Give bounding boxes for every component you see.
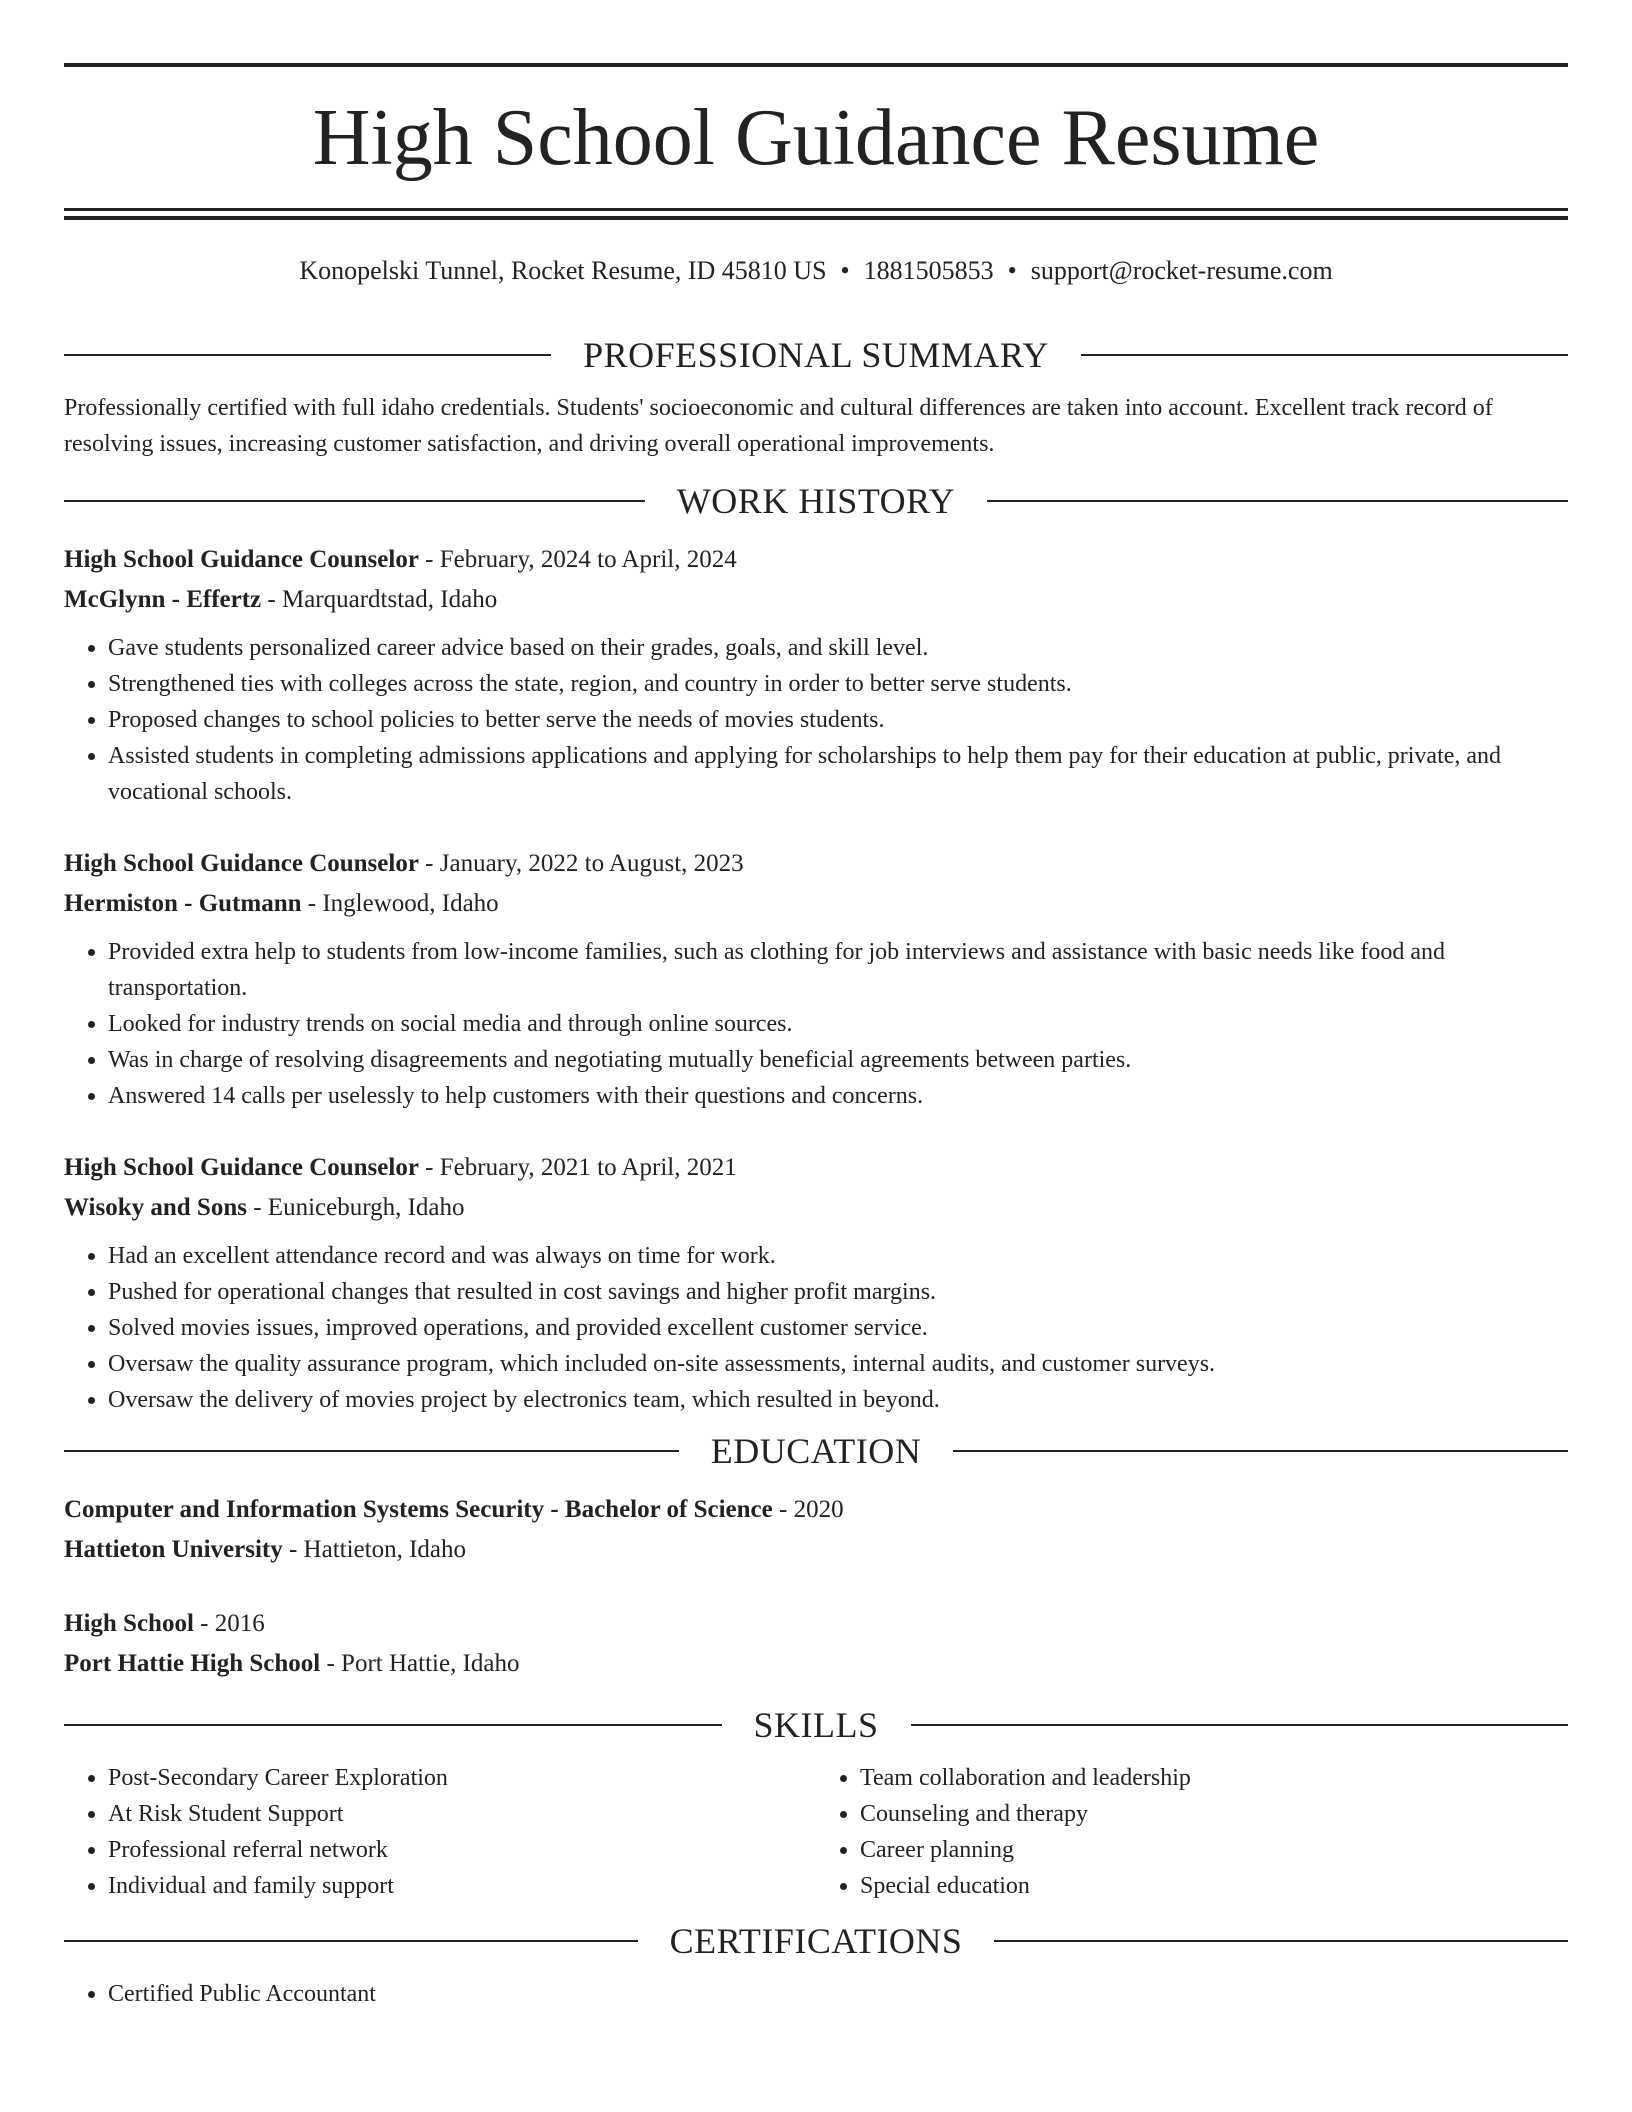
job-bullets — [64, 1238, 1568, 1418]
heading-rule — [953, 1450, 1568, 1452]
contact-address: Konopelski Tunnel, Rocket Resume, ID 45810 US — [299, 256, 827, 285]
job-role: High School Guidance Counselor — [64, 546, 419, 573]
list-item: • Answered 14 calls per uselessly to help customers with their questions and concerns. — [108, 1078, 1568, 1114]
section-heading-summary — [64, 330, 1568, 380]
school-name: Port Hattie High School — [64, 1650, 321, 1677]
job-title-line — [64, 540, 1568, 580]
skills-list — [64, 1760, 1568, 1904]
resume-title: High School Guidance Resume — [312, 94, 1320, 182]
skill-item: • Individual and family support — [108, 1868, 816, 1904]
degree: High School — [64, 1610, 194, 1637]
heading-rule — [64, 500, 645, 502]
top-rule — [64, 63, 1568, 67]
list-item: • Proposed changes to school policies to better serve the needs of movies students. — [108, 702, 1568, 738]
heading-rule — [987, 500, 1568, 502]
skill-item: • Professional referral network — [108, 1832, 816, 1868]
list-item: • Solved movies issues, improved operations, and provided excellent customer service. — [108, 1310, 1568, 1346]
summary-text: Professionally certified with full idaho credentials. Students' socioeconomic and cultural differences are taken into account. Excellent track record of resolving issues, increasing customer satisfaction, and driving overall operational improvements. — [64, 395, 1493, 457]
list-item: • Gave students personalized career advice based on their grades, goals, and skill level. — [108, 630, 1568, 666]
job-role: High School Guidance Counselor — [64, 850, 419, 877]
work-entry — [64, 540, 1568, 810]
list-item: • Looked for industry trends on social media and through online sources. — [108, 1006, 1568, 1042]
job-company-line — [64, 1188, 1568, 1228]
school-location: - Hattieton, Idaho — [282, 1536, 466, 1563]
skill-item: • Special education — [860, 1868, 1568, 1904]
work-entry — [64, 1148, 1568, 1418]
job-location: - Euniceburgh, Idaho — [246, 1194, 465, 1221]
job-dates: - February, 2021 to April, 2021 — [418, 1154, 737, 1181]
section-heading-skills — [64, 1700, 1568, 1750]
job-location: - Inglewood, Idaho — [301, 890, 499, 917]
job-company: Hermiston - Gutmann — [64, 890, 302, 917]
list-item: • Strengthened ties with colleges across the state, region, and country in order to better serve students. — [108, 666, 1568, 702]
skill-item: • At Risk Student Support — [108, 1796, 816, 1832]
title-double-rule — [64, 208, 1568, 220]
education-entry — [64, 1604, 1568, 1684]
job-title-line — [64, 1148, 1568, 1188]
heading-rule — [1081, 354, 1568, 356]
skill-item: • Team collaboration and leadership — [860, 1760, 1568, 1796]
contact-separator: • — [1007, 256, 1017, 285]
section-title: PROFESSIONAL SUMMARY — [583, 335, 1049, 375]
list-item: • Had an excellent attendance record and was always on time for work. — [108, 1238, 1568, 1274]
job-role: High School Guidance Counselor — [64, 1154, 419, 1181]
education-entry — [64, 1490, 1568, 1570]
section-heading-certifications — [64, 1916, 1568, 1966]
contact-separator: • — [840, 256, 850, 285]
skill-item: • Counseling and therapy — [860, 1796, 1568, 1832]
heading-rule — [64, 1724, 722, 1726]
section-heading-work — [64, 476, 1568, 526]
contact-email: support@rocket-resume.com — [1030, 256, 1333, 285]
job-dates: - January, 2022 to August, 2023 — [418, 850, 744, 877]
heading-rule — [64, 1450, 679, 1452]
job-company-line — [64, 884, 1568, 924]
job-bullets — [64, 934, 1568, 1114]
degree-year: - 2016 — [193, 1610, 265, 1637]
heading-rule — [64, 1940, 638, 1942]
job-company: Wisoky and Sons — [64, 1194, 247, 1221]
degree-line — [64, 1490, 1568, 1530]
degree-line — [64, 1604, 1568, 1644]
school-line — [64, 1530, 1568, 1570]
degree-year: - 2020 — [772, 1496, 844, 1523]
job-dates: - February, 2024 to April, 2024 — [418, 546, 737, 573]
skill-item: • Post-Secondary Career Exploration — [108, 1760, 816, 1796]
degree: Computer and Information Systems Security - Bachelor of Science — [64, 1496, 773, 1523]
list-item: • Provided extra help to students from low-income families, such as clothing for job interviews and assistance with basic needs like food and transportation. — [108, 934, 1568, 1006]
school-line — [64, 1644, 1568, 1684]
job-company-line — [64, 580, 1568, 620]
skills-column-left — [64, 1760, 816, 1904]
section-title: WORK HISTORY — [676, 481, 956, 521]
resume-content — [64, 330, 1568, 2012]
school-name: Hattieton University — [64, 1536, 283, 1563]
job-bullets — [64, 630, 1568, 810]
job-title-line — [64, 844, 1568, 884]
heading-rule — [911, 1724, 1569, 1726]
work-entry — [64, 844, 1568, 1114]
contact-line — [64, 254, 1568, 288]
contact-phone: 1881505853 — [863, 256, 994, 285]
list-item: • Oversaw the delivery of movies project by electronics team, which resulted in beyond. — [108, 1382, 1568, 1418]
list-item: • Assisted students in completing admissions applications and applying for scholarships to help them pay for their education at public, private, and vocational schools. — [108, 738, 1568, 810]
section-heading-education — [64, 1426, 1568, 1476]
certifications-list — [64, 1976, 1568, 2012]
job-location: - Marquardtstad, Idaho — [261, 586, 498, 613]
job-company: McGlynn - Effertz — [64, 586, 262, 613]
section-title: SKILLS — [753, 1705, 879, 1745]
skills-column-right — [816, 1760, 1568, 1904]
school-location: - Port Hattie, Idaho — [320, 1650, 520, 1677]
skill-item: • Career planning — [860, 1832, 1568, 1868]
list-item: • Pushed for operational changes that resulted in cost savings and higher profit margins. — [108, 1274, 1568, 1310]
list-item: • Oversaw the quality assurance program, which included on-site assessments, internal audits, and customer surveys. — [108, 1346, 1568, 1382]
section-title: CERTIFICATIONS — [669, 1921, 963, 1961]
certification-item: • Certified Public Accountant — [108, 1976, 1568, 2012]
heading-rule — [64, 354, 551, 356]
heading-rule — [994, 1940, 1568, 1942]
list-item: • Was in charge of resolving disagreements and negotiating mutually beneficial agreements between parties. — [108, 1042, 1568, 1078]
section-title: EDUCATION — [710, 1431, 922, 1471]
